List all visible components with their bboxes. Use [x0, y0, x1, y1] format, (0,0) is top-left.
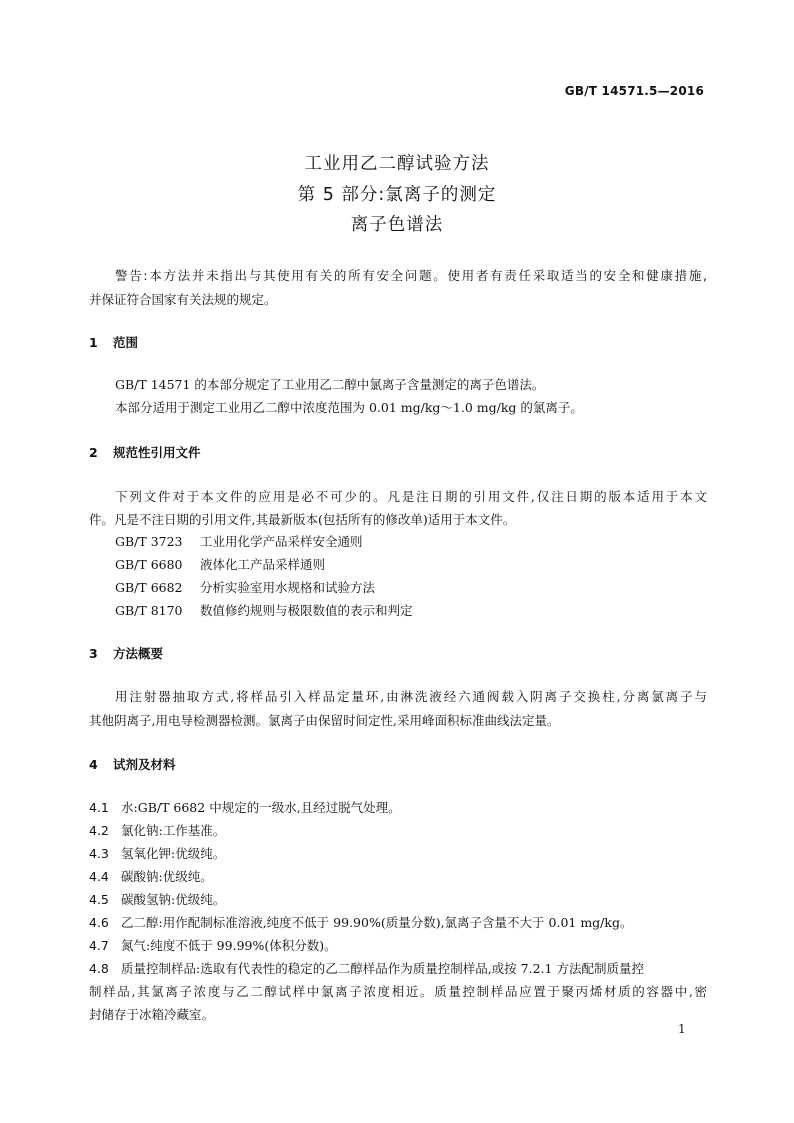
- section-1-paragraph-1: GB/T 14571 的本部分规定了工业用乙二醇中氯离子含量测定的离子色谱法。: [115, 377, 545, 392]
- reference-title: 分析实验室用水规格和试验方法: [200, 580, 376, 595]
- reference-item: [115, 601, 413, 619]
- section-2-paragraph-line-2: 件。凡是不注日期的引用文件,其最新版本(包括所有的修改单)适用于本文件。: [89, 512, 516, 527]
- title-line-3: 离子色谱法: [350, 215, 444, 235]
- reagent-item: [89, 821, 225, 839]
- item-number: 4.3: [89, 846, 109, 861]
- item-number: 4.4: [89, 869, 109, 884]
- title-line-2: 第 5 部分:氯离子的测定: [297, 185, 497, 205]
- item-text: 质量控制样品:选取有代表性的稳定的乙二醇样品作为质量控制样品,或按 7.2.1 方法配制质量控: [121, 961, 644, 976]
- reference-code: GB/T 3723: [115, 534, 183, 549]
- reference-code: GB/T 6680: [115, 557, 183, 572]
- page-number: 1: [678, 1022, 686, 1036]
- section-2-paragraph-line-1: 下列文件对于本文件的应用是必不可少的。凡是注日期的引用文件,仅注日期的版本适用于本文: [115, 489, 707, 504]
- standard-number: GB/T 14571.5—2016: [564, 84, 704, 98]
- reagent-item-4-8-line-2: 制样品,其氯离子浓度与乙二醇试样中氯离子浓度相近。质量控制样品应置于聚丙烯材质的容器中,密: [89, 984, 707, 999]
- reagent-item: [89, 867, 213, 885]
- item-text: 碳酸钠:优级纯。: [121, 869, 213, 884]
- section-title: 范围: [113, 335, 139, 350]
- section-number: 4: [89, 757, 98, 772]
- reagent-item: [89, 890, 225, 908]
- item-text: 乙二醇:用作配制标准溶液,纯度不低于 99.90%(质量分数),氯离子含量不大于 0.01 mg/kg。: [121, 915, 633, 930]
- title-line-1: 工业用乙二醇试验方法: [304, 154, 490, 174]
- reference-title: 数值修约规则与极限数值的表示和判定: [200, 603, 413, 618]
- section-1-paragraph-2: 本部分适用于测定工业用乙二醇中浓度范围为 0.01 mg/kg～1.0 mg/kg 的氯离子。: [115, 400, 583, 415]
- section-number: 3: [89, 646, 98, 661]
- reagent-item-4-8-line-3: 封储存于冰箱冷藏室。: [89, 1007, 215, 1022]
- item-number: 4.8: [89, 961, 109, 976]
- warning-line-2: 并保证符合国家有关法规的规定。: [89, 292, 277, 307]
- reference-item: [115, 555, 325, 573]
- section-title: 规范性引用文件: [113, 445, 201, 460]
- section-2-heading: [89, 443, 201, 461]
- section-title: 试剂及材料: [113, 757, 176, 772]
- reference-code: GB/T 6682: [115, 580, 183, 595]
- section-title: 方法概要: [113, 646, 164, 661]
- item-text: 碳酸氢钠:优级纯。: [121, 892, 226, 907]
- item-number: 4.5: [89, 892, 109, 907]
- reagent-item-4-8-line-1: [89, 959, 707, 977]
- section-1-heading: [89, 333, 138, 351]
- reference-code: GB/T 8170: [115, 603, 183, 618]
- item-number: 4.1: [89, 800, 109, 815]
- item-text: 氮气:纯度不低于 99.99%(体积分数)。: [121, 938, 337, 953]
- warning-line-1: 警告:本方法并未指出与其使用有关的所有安全问题。使用者有责任采取适当的安全和健康措施,: [115, 268, 707, 283]
- section-3-paragraph-line-1: 用注射器抽取方式,将样品引入样品定量环,由淋洗液经六通阀载入阴离子交换柱,分离氯离子与: [115, 689, 707, 704]
- item-number: 4.2: [89, 823, 109, 838]
- section-number: 2: [89, 445, 98, 460]
- reference-title: 工业用化学产品采样安全通则: [200, 534, 363, 549]
- item-text: 水:GB/T 6682 中规定的一级水,且经过脱气处理。: [121, 800, 401, 815]
- item-number: 4.7: [89, 938, 109, 953]
- item-text: 氯化钠:工作基准。: [121, 823, 226, 838]
- item-number: 4.6: [89, 915, 109, 930]
- item-text: 氢氧化钾:优级纯。: [121, 846, 226, 861]
- reference-item: [115, 532, 363, 550]
- section-3-paragraph-line-2: 其他阴离子,用电导检测器检测。氯离子由保留时间定性,采用峰面积标准曲线法定量。: [89, 713, 560, 728]
- section-number: 1: [89, 335, 98, 350]
- section-3-heading: [89, 644, 163, 662]
- section-4-heading: [89, 755, 176, 773]
- reagent-item: [89, 936, 337, 954]
- reference-title: 液体化工产品采样通则: [200, 557, 326, 572]
- reagent-item: [89, 844, 225, 862]
- reference-item: [115, 578, 375, 596]
- reagent-item: [89, 913, 632, 931]
- reagent-item: [89, 798, 401, 816]
